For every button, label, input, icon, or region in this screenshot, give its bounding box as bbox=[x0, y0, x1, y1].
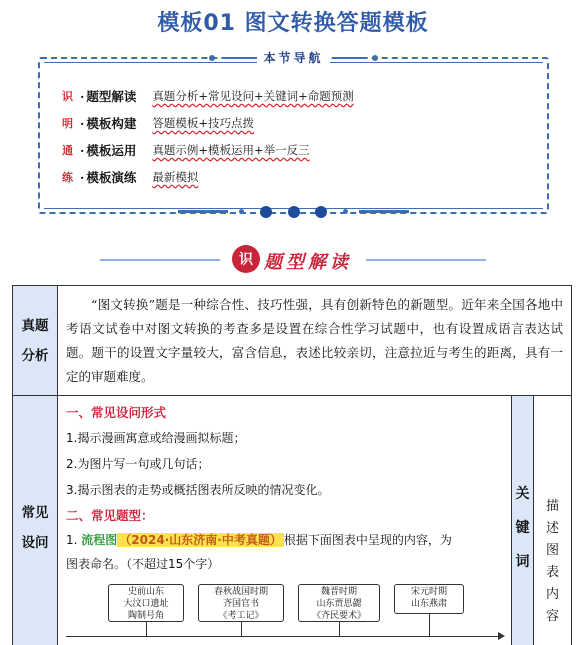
divider bbox=[335, 57, 365, 59]
flow-box bbox=[394, 584, 464, 614]
divider bbox=[366, 259, 486, 261]
nav-item-name: 模板演练 bbox=[86, 170, 137, 185]
nav-item-name: 题型解读 bbox=[86, 89, 137, 104]
section-navigation bbox=[38, 51, 549, 214]
nav-item-moban-yanlian[interactable] bbox=[62, 167, 198, 187]
keyword-desc-char: 表 bbox=[545, 565, 559, 580]
nav-bottom-decoration bbox=[40, 201, 547, 220]
flowchart bbox=[66, 580, 503, 645]
divider bbox=[100, 259, 220, 261]
timeline-arrow bbox=[66, 636, 503, 637]
keyword-char: 键 bbox=[515, 520, 530, 536]
dot-icon bbox=[239, 209, 244, 214]
row-label-zhenti bbox=[13, 286, 58, 396]
table-row bbox=[13, 396, 572, 645]
type-example bbox=[66, 528, 503, 552]
bullet-icon: · bbox=[80, 169, 85, 185]
bullet-icon: · bbox=[80, 115, 85, 131]
flow-connector bbox=[429, 614, 430, 636]
dot-icon bbox=[343, 209, 348, 214]
section-title: 题型解读 bbox=[264, 252, 352, 273]
forms-heading: 一、常见设问形式 bbox=[66, 405, 167, 420]
type-text: 根据下面图表中呈现的内容，为 bbox=[283, 533, 452, 547]
flow-box-line: 山东燕肃 bbox=[410, 599, 447, 609]
row-label-line: 常见 bbox=[21, 505, 49, 521]
dot-icon bbox=[209, 55, 215, 61]
nav-item-desc: 答题模板+技巧点拨 bbox=[152, 116, 254, 130]
analysis-table bbox=[12, 285, 572, 645]
keyword-char: 关 bbox=[515, 486, 530, 502]
flow-box-line: 《考工记》 bbox=[218, 611, 264, 621]
types-heading: 二、常见题型： bbox=[66, 508, 154, 523]
dot-icon bbox=[288, 206, 300, 218]
keyword-desc-char: 容 bbox=[545, 609, 559, 624]
flow-box-line: 春秋战国时期 bbox=[213, 587, 268, 597]
row-label-line: 设问 bbox=[21, 535, 49, 551]
type-text-cont: 图表命名。（不超过15个字） bbox=[66, 557, 220, 571]
divider bbox=[178, 210, 228, 213]
dot-icon bbox=[260, 206, 272, 218]
bullet-icon: · bbox=[80, 88, 85, 104]
type-source-highlight: （2024·山东济南·中考真题） bbox=[119, 533, 282, 547]
dot-icon bbox=[372, 55, 378, 61]
flow-box-line: 史前山东 bbox=[127, 587, 164, 597]
nav-item-tixing[interactable] bbox=[62, 86, 354, 106]
section-badge-icon: 识 bbox=[232, 245, 260, 273]
flow-box bbox=[108, 584, 184, 622]
flow-box-line: 山东贾思勰 bbox=[316, 599, 362, 609]
nav-item-name: 模板运用 bbox=[86, 143, 137, 158]
keyword-desc-char: 图 bbox=[545, 543, 559, 558]
flow-connector bbox=[241, 622, 242, 636]
list-item: 3.揭示图表的走势或概括图表所反映的情况变化。 bbox=[66, 483, 330, 497]
flow-box-line: 陶制号角 bbox=[127, 611, 164, 621]
nav-item-moban-goujian[interactable] bbox=[62, 113, 254, 133]
type-number: 1. bbox=[66, 533, 78, 547]
keyword-label bbox=[512, 396, 534, 645]
nav-item-moban-yunyong[interactable] bbox=[62, 140, 310, 160]
keyword-desc-char: 述 bbox=[545, 521, 559, 536]
flow-box bbox=[198, 584, 284, 622]
nav-item-char: 识 bbox=[62, 90, 73, 103]
nav-item-char: 通 bbox=[62, 144, 73, 157]
question-forms-cell bbox=[58, 396, 512, 645]
page-title: 模板01 图文转换答题模板 bbox=[157, 11, 429, 36]
keyword-desc bbox=[534, 396, 572, 645]
flow-box-line: 《齐民要术》 bbox=[311, 611, 366, 621]
keyword-desc-char: 描 bbox=[545, 499, 559, 514]
divider bbox=[359, 210, 409, 213]
keyword-char: 词 bbox=[515, 554, 530, 570]
nav-item-char: 明 bbox=[62, 117, 73, 130]
flow-box bbox=[298, 584, 380, 622]
flow-box-line: 齐国官书 bbox=[222, 599, 259, 609]
bullet-icon: · bbox=[80, 142, 85, 158]
nav-header bbox=[40, 47, 547, 66]
nav-item-desc: 真题分析+常见设问+关键词+命题预测 bbox=[152, 89, 354, 103]
row-label-line: 分析 bbox=[21, 347, 49, 364]
keyword-desc-char: 内 bbox=[545, 587, 559, 602]
flow-box-line: 魏晋时期 bbox=[320, 587, 357, 597]
table-row bbox=[13, 286, 572, 396]
divider bbox=[222, 57, 252, 59]
flow-box-line: 宋元时期 bbox=[410, 587, 447, 597]
type-name: 流程图 bbox=[81, 533, 118, 547]
nav-item-char: 练 bbox=[62, 171, 73, 184]
section-heading bbox=[0, 244, 586, 274]
analysis-text: “图文转换”题是一种综合性、技巧性强，具有创新特色的新题型。近年来全国各地中考语文试卷中对图文转换的考查多是设置在综合性学习试题中，也有设置成语言表达试题。题干的设置文字量较大，富含信息，表述比较亲切，注意拉近与考生的距离，具有一定的审题难度。 bbox=[58, 286, 572, 396]
nav-header-label: 本节导航 bbox=[257, 49, 329, 66]
row-label-shewen bbox=[13, 396, 58, 645]
nav-item-desc: 真题示例+模板运用+举一反三 bbox=[152, 143, 310, 157]
flow-connector bbox=[146, 622, 147, 636]
nav-item-name: 模板构建 bbox=[86, 116, 137, 131]
list-item: 1.揭示漫画寓意或给漫画拟标题； bbox=[66, 431, 246, 445]
flow-connector bbox=[339, 622, 340, 636]
list-item: 2.为图片写一句或几句话； bbox=[66, 457, 210, 471]
flow-box-line: 大汶口遗址 bbox=[123, 599, 169, 609]
nav-item-desc: 最新模拟 bbox=[152, 170, 199, 184]
dot-icon bbox=[315, 206, 327, 218]
row-label-line: 真题 bbox=[21, 317, 49, 334]
